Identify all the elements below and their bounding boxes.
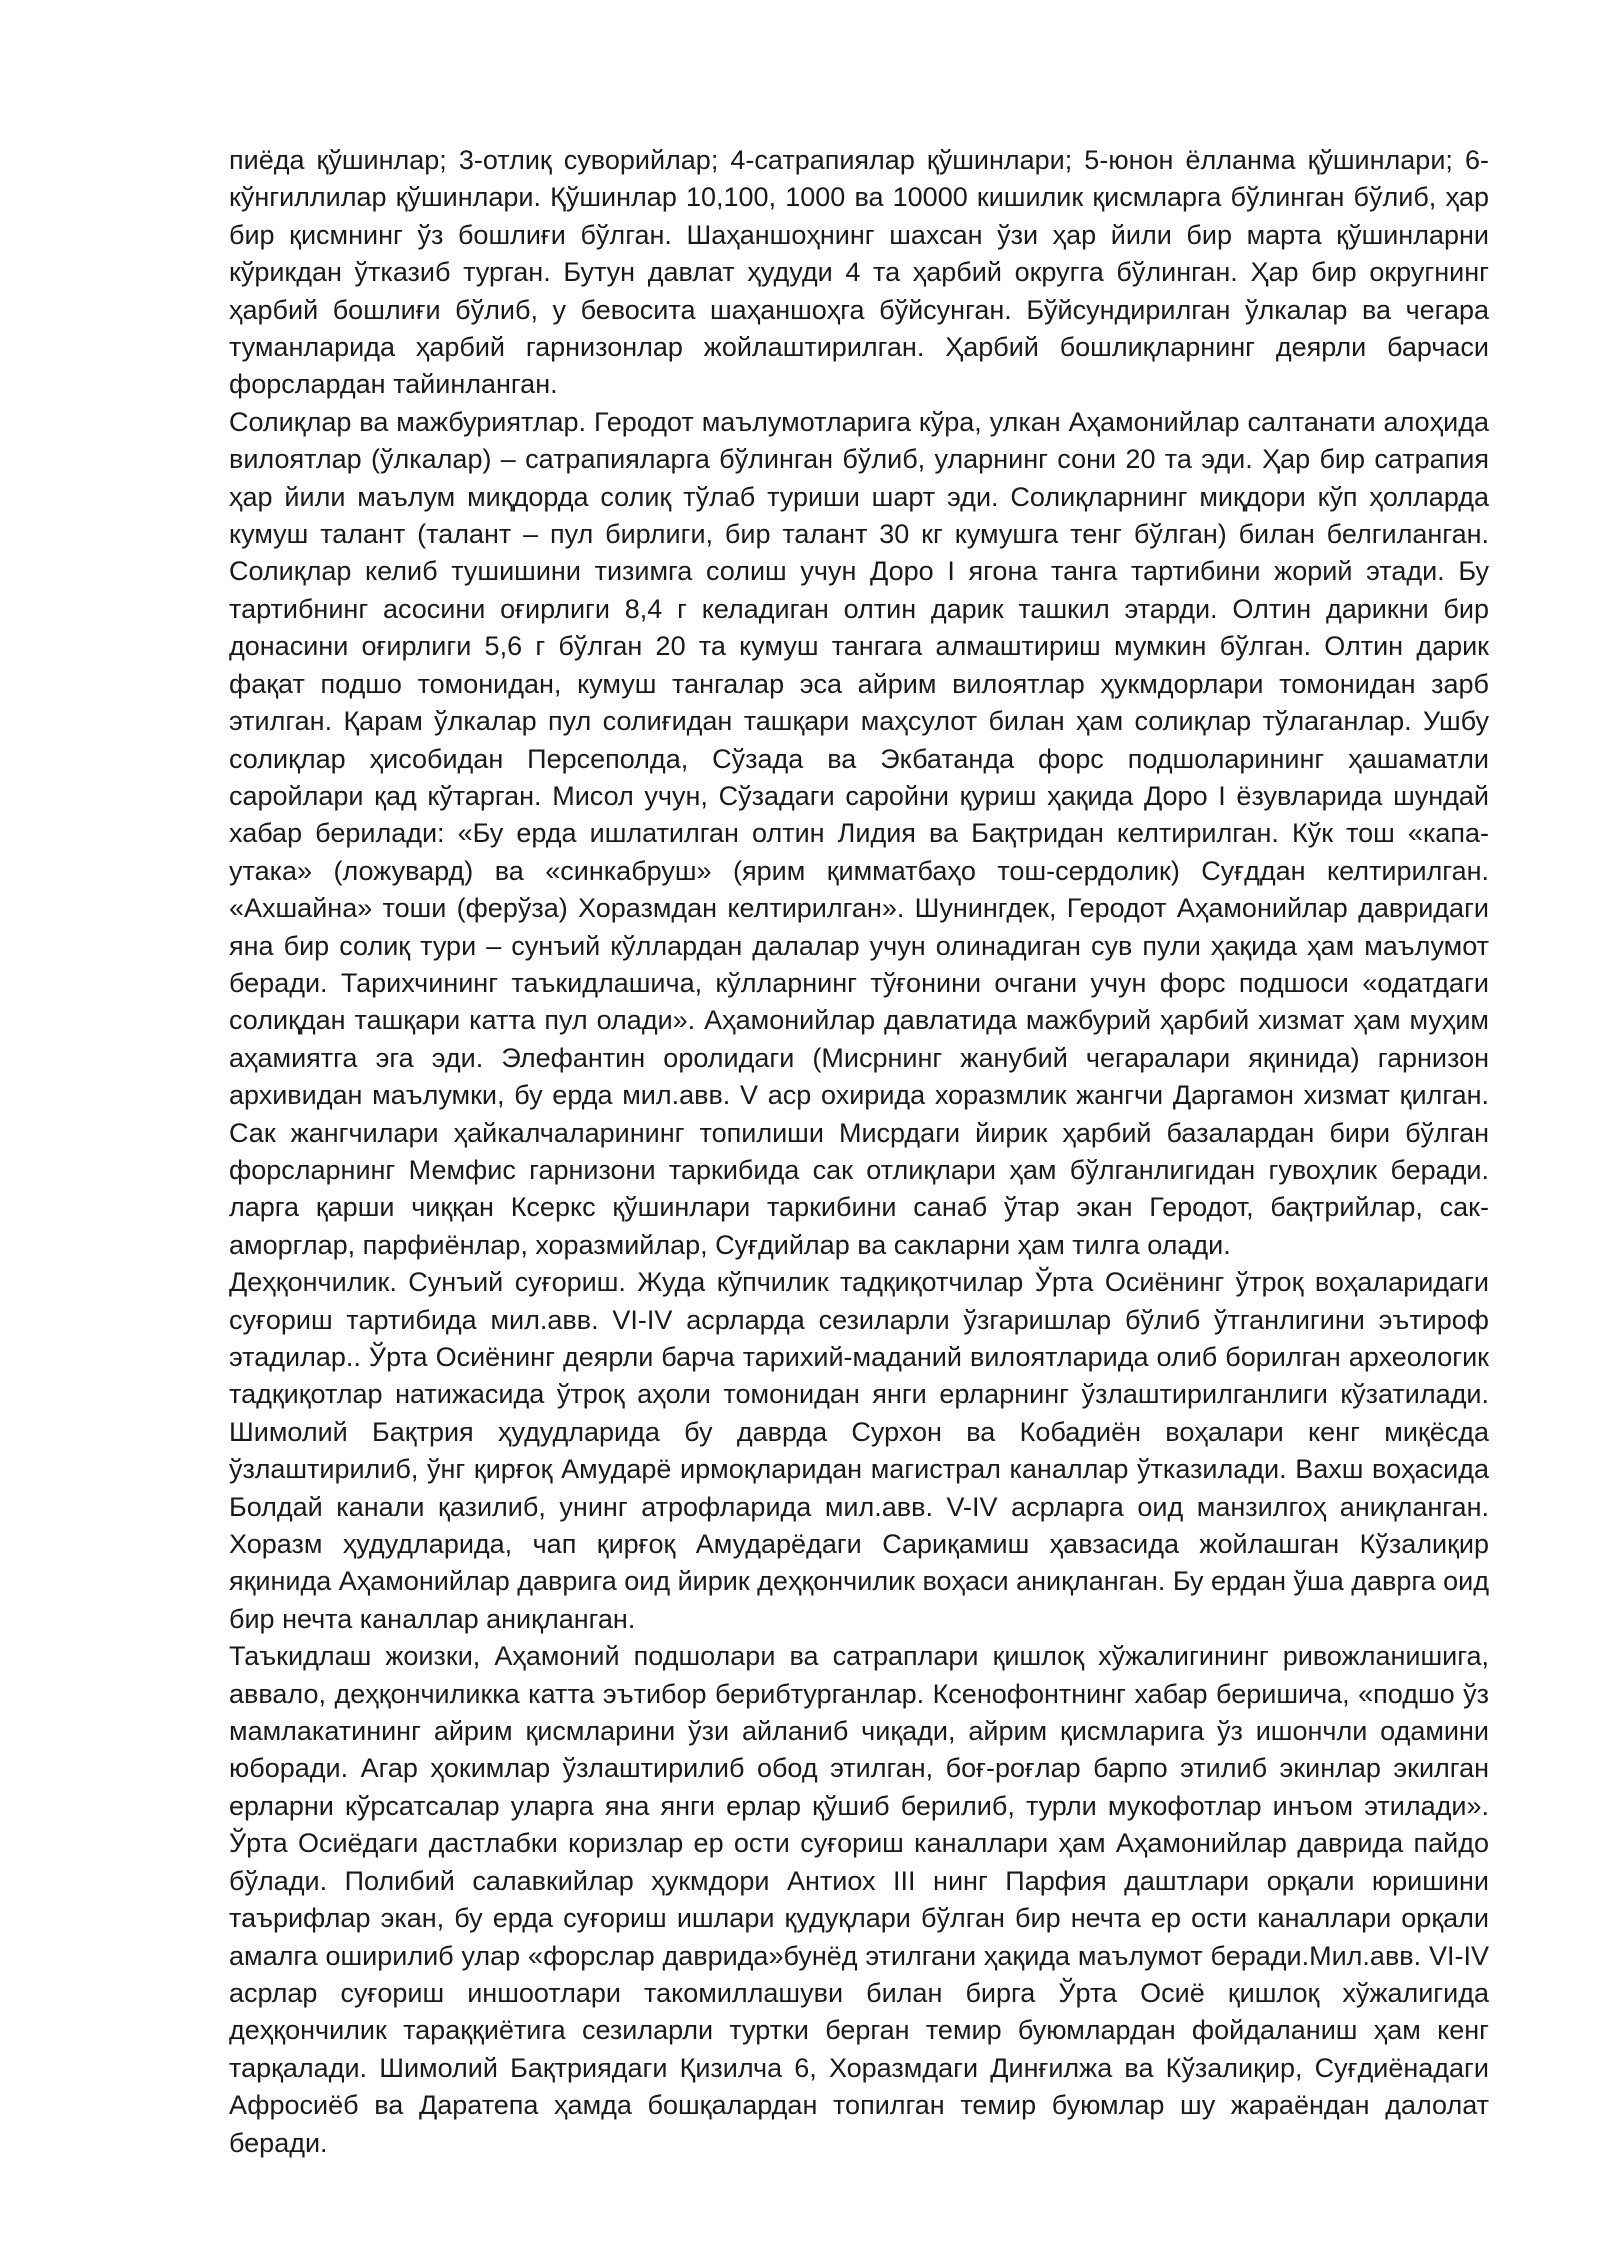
paragraph-taxes-and-duties: Солиқлар ва мажбуриятлар. Геродот маълумотларига кўра, улкан Аҳамонийлар салтанати алоҳида вилоятлар (ўлкалар) – сатрапияларга бўлинган бўлиб, уларнинг сони 20 та эди. Ҳар бир сатрапия ҳар йили маълум миқдорда солиқ тўлаб туриши шарт эди. Солиқларнинг миқдори кўп ҳолларда кумуш талант (талант – пул бирлиги, бир талант 30 кг кумушга тенг бўлган) билан белгиланган. Солиқлар келиб тушишини тизимга солиш учун Доро I ягона танга тартибини жорий этади. Бу тартибнинг асосини оғирлиги 8,4 г келадиган олтин дарик ташкил этарди. Олтин дарикни бир донасини оғирлиги 5,6 г бўлган 20 та кумуш тангага алмаштириш мумкин бўлган. Олтин дарик фақат подшо томонидан, кумуш тангалар эса айрим вилоятлар ҳукмдорлари томонидан зарб этилган. Қарам ўлкалар пул солиғидан ташқари маҳсулот билан ҳам солиқлар тўлаганлар. Ушбу солиқлар ҳисобидан Персеполда, Сўзада ва Экбатанда форс подшоларининг ҳашаматли саройлари қад кўтарган. Мисол учун, Сўзадаги саройни қуриш ҳақида Доро I ёзувларида шундай хабар берилади: «Бу ерда ишлатилган олтин Лидия ва Бақтридан келтирилган. Кўк тош «капа-утака» (ложувард) ва «синкабруш» (ярим қимматбаҳо тош-сердолик) Суғддан келтирилган. «Ахшайна» тоши (ферўза) Хоразмдан келтирилган». Шунингдек, Геродот Аҳамонийлар давридаги яна бир солиқ тури – сунъий кўллардан далалар учун олинадиган сув пули ҳақида ҳам маълумот беради. Тарихчининг таъкидлашича, кўлларнинг тўғонини очгани учун форс подшоси «одатдаги солиқдан ташқари катта пул олади». Аҳамонийлар давлатида мажбурий ҳарбий хизмат ҳам муҳим аҳамиятга эга эди. Элефантин оролидаги (Мисрнинг жанубий чегаралари яқинида) гарнизон архивидан маълумки, бу ерда мил.авв. V аср охирида хоразмлик жангчи Даргамон хизмат қилган. Сак жангчилари ҳайкалчаларининг топилиши Мисрдаги йирик ҳарбий базалардан бири бўлган форсларнинг Мемфис гарнизони таркибида сак отлиқлари ҳам бўлганлигидан гувоҳлик беради. ларга қарши чиққан Ксеркс қўшинлари таркибини санаб ўтар экан Геродот, бақтрийлар, сак-аморглар, парфиёнлар, хоразмийлар, Суғдийлар ва сакларни ҳам тилга олади. (229, 406, 1489, 1260)
paragraph-achaemenid-agriculture-policy: Таъкидлаш жоизки, Аҳамоний подшолари ва сатраплари қишлоқ хўжалигининг ривожланишига, аввало, деҳқончиликка катта эътибор берибтурганлар. Ксенофонтнинг хабар беришича, «подшо ўз мамлакатининг айрим қисмларини ўзи айланиб чиқади, айрим қисмларига ўз ишончли одамини юборади. Агар ҳокимлар ўзлаштирилиб обод этилган, боғ-роғлар барпо этилиб экинлар экилган ерларни кўрсатсалар уларга яна янги ерлар қўшиб берилиб, турли мукофотлар инъом этилади». Ўрта Осиёдаги дастлабки коризлар ер ости суғориш каналлари ҳам Аҳамонийлар даврида пайдо бўлади. Полибий салавкийлар ҳукмдори Антиох III нинг Парфия даштлари орқали юришини таърифлар экан, бу ерда суғориш ишлари қудуқлари бўлган бир нечта ер ости каналлари орқали амалга оширилиб улар «форслар даврида»бунёд этилгани ҳақида маълумот беради.Мил.авв. VI-IV асрлар суғориш иншоотлари такомиллашуви билан бирга Ўрта Осиё қишлоқ хўжалигида деҳқончилик тараққиётига сезиларли туртки берган темир буюмлардан фойдаланиш ҳам кенг тарқалади. Шимолий Бақтриядаги Қизилча 6, Хоразмдаги Динғилжа ва Кўзалиқир, Суғдиёнадаги Афросиёб ва Даратепа ҳамда бошқалардан топилган темир буюмлар шу жараёндан далолат беради. (229, 1641, 1489, 2158)
paragraph-agriculture-irrigation: Деҳқончилик. Сунъий суғориш. Жуда кўпчилик тадқиқотчилар Ўрта Осиёнинг ўтроқ воҳаларидаги суғориш тартибида мил.авв. VI-IV асрларда сезиларли ўзгаришлар бўлиб ўтганлигини эътироф этадилар.. Ўрта Осиёнинг деярли барча тарихий-маданий вилоятларида олиб борилган археологик тадқиқотлар натижасида ўтроқ аҳоли томонидан янги ерларнинг ўзлаштирилганлиги кўзатилади. Шимолий Бақтрия ҳудудларида бу даврда Сурхон ва Кобадиён воҳалари кенг миқёсда ўзлаштирилиб, ўнг қирғоқ Амударё ирмоқларидан магистрал каналлар ўтказилади. Вахш воҳасида Болдай канали қазилиб, унинг атрофларида мил.авв. V-IV асрларга оид манзилгоҳ аниқланган. Хоразм ҳудудларида, чап қирғоқ Амударёдаги Сариқамиш ҳавзасида жойлашган Кўзалиқир яқинида Аҳамонийлар даврига оид йирик деҳқончилик воҳаси аниқланган. Бу ердан ўша даврга оид бир нечта каналлар аниқланган. (229, 1267, 1489, 1634)
paragraph-military-organization: пиёда қўшинлар; 3-отлиқ суворийлар; 4-сатрапиялар қўшинлари; 5-юнон ёлланма қўшинлари; 6-кўнгиллилар қўшинлари. Қўшинлар 10,100, 1000 ва 10000 кишилик қисмларга бўлинган бўлиб, ҳар бир қисмнинг ўз бошлиғи бўлган. Шаҳаншоҳнинг шахсан ўзи ҳар йили бир марта қўшинларни кўрикдан ўтказиб турган. Бутун давлат ҳудуди 4 та ҳарбий округга бўлинган. Ҳар бир округнинг ҳарбий бошлиғи бўлиб, у бевосита шаҳаншоҳга бўйсунган. Бўйсундирилган ўлкалар ва чегара туманларида ҳарбий гарнизонлар жойлаштирилган. Ҳарбий бошлиқларнинг деярли барчаси форслардан тайинланган. (229, 145, 1489, 400)
document-page (229, 142, 1489, 2162)
